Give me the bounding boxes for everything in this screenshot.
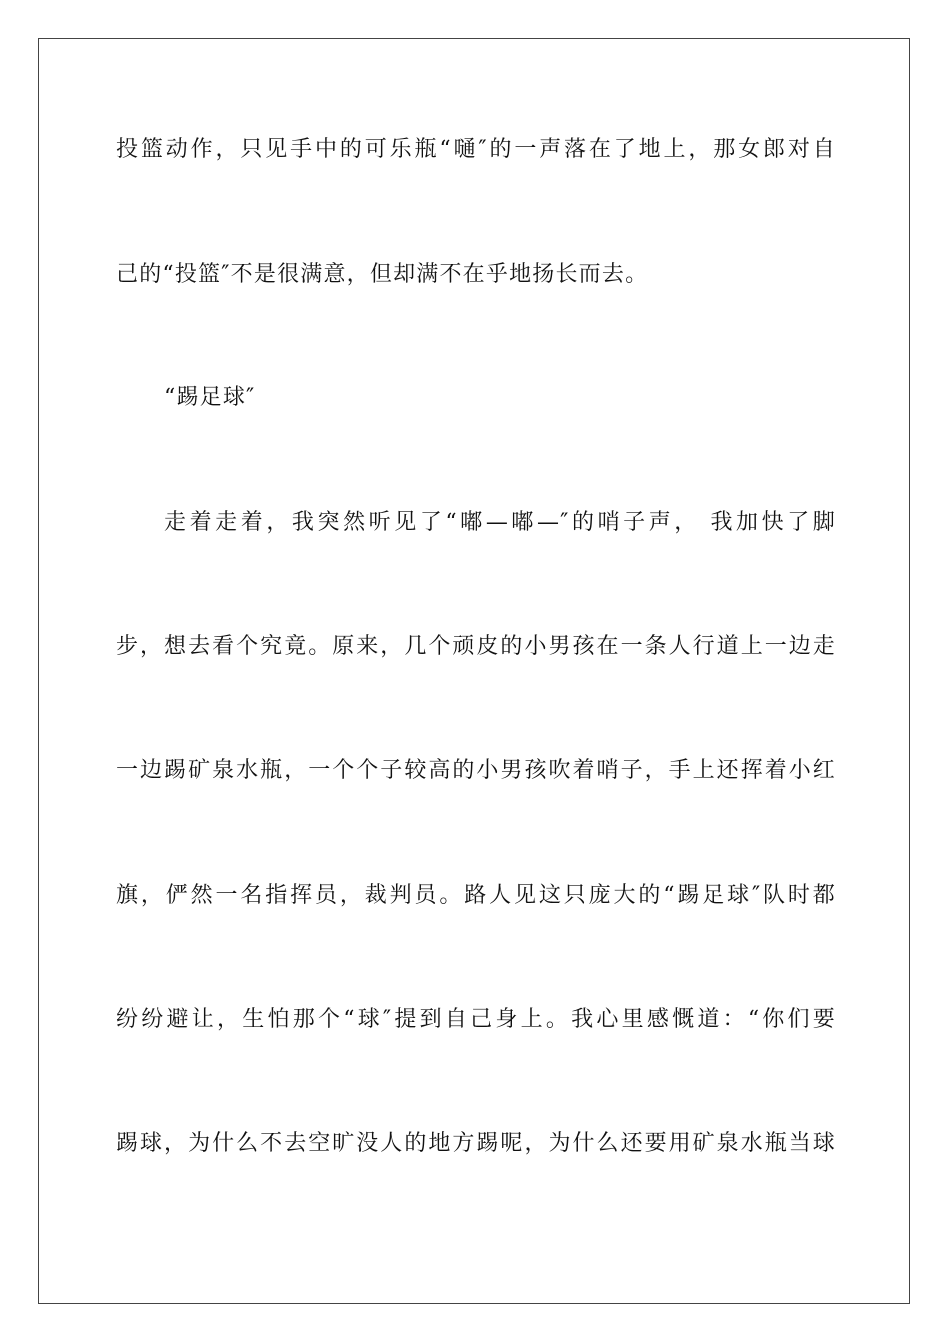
section-heading: “踢足球″ xyxy=(164,385,256,410)
text-line-1: 投篮动作，只见手中的可乐瓶“嗵″的一声落在了地上，那女郎对自 xyxy=(116,137,836,162)
text-line-8: 纷纷避让，生怕那个“球″提到自己身上。我心里感慨道：“你们要 xyxy=(116,1007,836,1032)
text-line-6: 一边踢矿泉水瓶，一个个子较高的小男孩吹着哨子，手上还挥着小红 xyxy=(116,758,836,783)
text-line-7: 旗，俨然一名指挥员，裁判员。路人见这只庞大的“踢足球″队时都 xyxy=(116,883,836,908)
text-line-2: 己的“投篮″不是很满意，但却满不在乎地扬长而去。 xyxy=(116,262,649,287)
text-line-4: 走着走着，我突然听见了“嘟—嘟—″的哨子声， 我加快了脚 xyxy=(164,510,836,535)
text-line-9: 踢球，为什么不去空旷没人的地方踢呢，为什么还要用矿泉水瓶当球 xyxy=(116,1131,836,1156)
text-line-5: 步，想去看个究竟。原来，几个顽皮的小男孩在一条人行道上一边走 xyxy=(116,634,836,659)
page-border xyxy=(38,38,910,1304)
